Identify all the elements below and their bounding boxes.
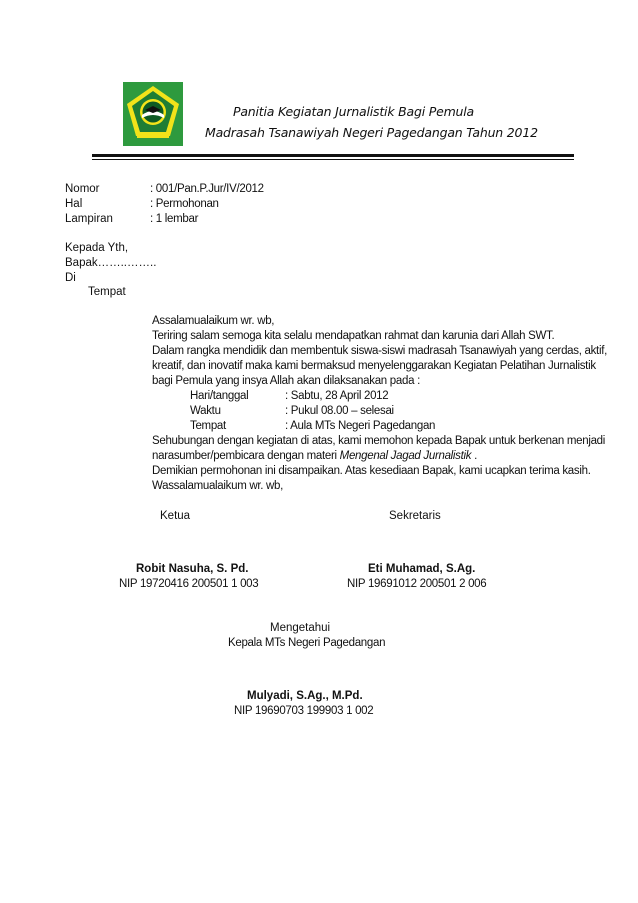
lampiran-value: : 1 lembar: [150, 213, 199, 225]
detail-value-date: : Sabtu, 28 April 2012: [285, 390, 389, 402]
detail-value-time: : Pukul 08.00 – selesai: [285, 405, 394, 417]
paragraph-3-line-1: Sehubungan dengan kegiatan di atas, kami memohon kepada Bapak untuk berkenan menjadi: [152, 435, 606, 447]
detail-value-place: : Aula MTs Negeri Pagedangan: [285, 420, 436, 432]
recipient-name: Bapak……..……..: [65, 257, 157, 269]
chair-nip: NIP 19720416 200501 1 003: [119, 578, 259, 590]
recipient-salutation: Kepada Yth,: [65, 242, 129, 254]
paragraph-2-line-2: kreatif, dan inovatif maka kami bermaksud menyelenggarakan Kegiatan Pelatihan Jurnalistik: [152, 360, 596, 372]
letterhead-committee: Panitia Kegiatan Jurnalistik Bagi Pemula: [233, 104, 475, 119]
nomor-label: Nomor: [65, 183, 100, 195]
secretary-name: Eti Muhamad, S.Ag.: [368, 563, 476, 575]
letterhead-school: Madrasah Tsanawiyah Negeri Pagedangan Tahun 2012: [205, 125, 538, 140]
paragraph-3-line-2: [152, 448, 477, 464]
greeting: Assalamualaikum wr. wb,: [152, 315, 275, 327]
secretary-nip: NIP 19691012 200501 2 006: [347, 578, 487, 590]
detail-label-place: Tempat: [190, 420, 226, 432]
nomor-value: : 001/Pan.P.Jur/IV/2012: [150, 183, 264, 195]
paragraph-2-line-1: Dalam rangka mendidik dan membentuk siswa-siswi madrasah Tsanawiyah yang cerdas, aktif,: [152, 345, 607, 357]
paragraph-2-line-3: bagi Pemula yang insya Allah akan dilaksanakan pada :: [152, 375, 420, 387]
detail-label-time: Waktu: [190, 405, 221, 417]
head-role: Kepala MTs Negeri Pagedangan: [228, 637, 386, 649]
chair-name: Robit Nasuha, S. Pd.: [136, 563, 249, 575]
chair-role: Ketua: [160, 510, 191, 522]
head-name: Mulyadi, S.Ag., M.Pd.: [247, 690, 363, 702]
paragraph-3-end: .: [471, 450, 478, 462]
letterhead-rule-thin: [92, 159, 574, 160]
paragraph-4: Demikian permohonan ini disampaikan. Atas kesediaan Bapak, kami ucapkan terima kasih.: [152, 465, 591, 477]
paragraph-3-text: narasumber/pembicara dengan materi: [152, 450, 340, 462]
recipient-place: Tempat: [88, 286, 126, 298]
hal-value: : Permohonan: [150, 198, 219, 210]
recipient-di: Di: [65, 272, 76, 284]
secretary-role: Sekretaris: [389, 510, 441, 522]
material-title: Mengenal Jagad Jurnalistik: [339, 450, 472, 462]
letterhead-rule-thick: [92, 154, 574, 157]
hal-label: Hal: [65, 198, 83, 210]
detail-label-date: Hari/tanggal: [190, 390, 249, 402]
madrasah-emblem-icon: [123, 82, 183, 146]
acknowledge-label: Mengetahui: [270, 622, 331, 634]
head-nip: NIP 19690703 199903 1 002: [234, 705, 374, 717]
paragraph-1: Teriring salam semoga kita selalu mendapatkan rahmat dan karunia dari Allah SWT.: [152, 330, 555, 342]
closing: Wassalamualaikum wr. wb,: [152, 480, 284, 492]
lampiran-label: Lampiran: [65, 213, 113, 225]
